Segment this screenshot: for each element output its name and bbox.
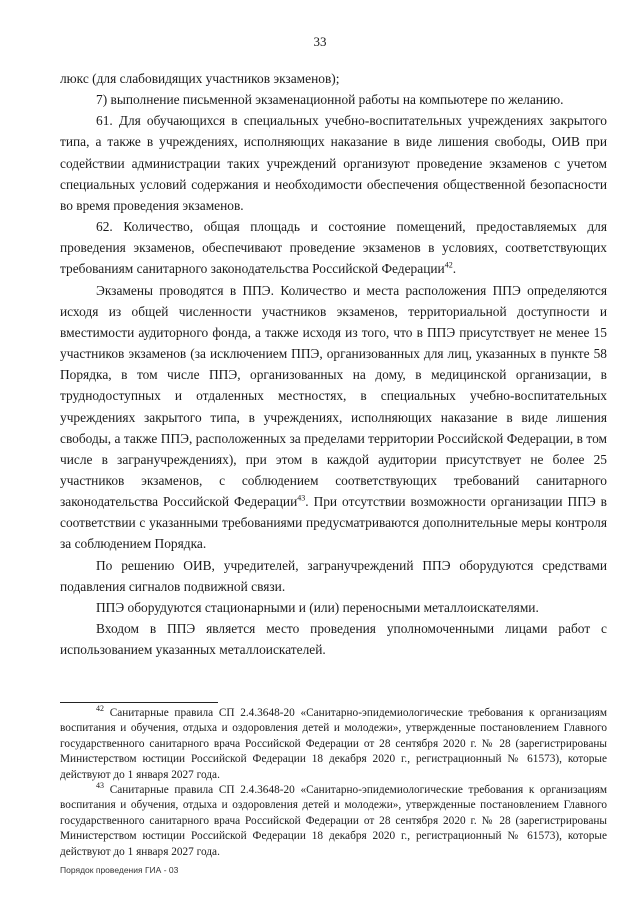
footnote-text: Санитарные правила СП 2.4.3648-20 «Санитарно-эпидемиологические требования к организациям воспитания и обучения, отдыха и оздоровления детей и молодежи», утвержденные постановлением Главного государственного санитарного врача Российской Федерации от 28 сентября 2020 г. № 28 (зарегистрированы Министерством юстиции Российской Федерации 18 декабря 2020 г., регистрационный № 61573), которые действуют до 1 января 2027 года. [60,784,607,858]
paragraph: 7) выполнение письменной экзаменационной работы на компьютере по желанию. [96,92,564,108]
paragraph: Экзамены проводятся в ППЭ. Количество и места расположения ППЭ определяются исходя из общей численности участников экзаменов, территориальной доступности и вместимости аудиторного фонда, а также исходя из того, что в ППЭ присутствует не менее 15 участников экзаменов (за исключением ППЭ, организованных для лиц, указанных в пункте 58 Порядка, в том числе ППЭ, организованных на дому, в медицинской организации, в труднодоступных и отдаленных местностях, в специальных учебно-воспитательных учреждениях закрытого типа, в учреждениях, исполняющих наказание в виде лишения свободы, а также ППЭ, расположенных за пределами территории Российской Федерации, в том числе в загранучреждениях), при этом в каждой аудитории присутствует не более 25 участников экзаменов, с соблюдением соответствующих требований санитарного законодательства Российской Федерации$^{43}$. При отсутствии возможности организации ППЭ в соответствии с указанными требованиями предусматриваются дополнительные меры контроля за соблюдением Порядка. [60,282,607,552]
paragraph-text: При отсутствии возможности организации ППЭ в соответствии с указанными требованиями предусматриваются дополнительные меры контроля за соблюдением Порядка. [60,494,607,552]
paragraph: Входом в ППЭ является место проведения уполномоченными лицами работ с использованием указанных металлоискателей. [60,621,607,658]
body-text [60,68,607,660]
footnote [60,706,607,783]
footnote-divider [60,702,218,703]
footnote-number: 42 [96,704,104,714]
footnote-ref: 42 [444,260,453,270]
paragraph: люкс (для слабовидящих участников экзаменов); [60,71,340,86]
paragraph: По решению ОИВ, учредителей, загранучреждений ППЭ оборудуются средствами подавления сигналов подвижной связи. [60,557,607,594]
footnote-text: Санитарные правила СП 2.4.3648-20 «Санитарно-эпидемиологические требования к организациям воспитания и обучения, отдыха и оздоровления детей и молодежи», утвержденные постановлением Главного государственного санитарного врача Российской Федерации от 28 сентября 2020 г. № 28 (зарегистрированы Министерством юстиции Российской Федерации 18 декабря 2020 г., регистрационный № 61573), которые действуют до 1 января 2027 года. [60,707,607,781]
footnotes [60,706,607,860]
paragraph-text: Экзамены проводятся в ППЭ. Количество и места расположения ППЭ определяются исходя из общей численности участников экзаменов, территориальной доступности и вместимости аудиторного фонда, а также исходя из того, что в ППЭ присутствует не менее 15 участников экзаменов (за исключением ППЭ, организованных для лиц, указанных в пункте 58 Порядка, в том числе ППЭ, организованных на дому, в медицинской организации, в труднодоступных и отдаленных местностях, в специальных учебно-воспитательных учреждениях закрытого типа, в учреждениях, исполняющих наказание в виде лишения свободы, а также ППЭ, расположенных за пределами территории Российской Федерации, в том числе в загранучреждениях), при этом в каждой аудитории присутствует не более 25 участников экзаменов, с соблюдением соответствующих требований санитарного законодательства Российской Федерации [60,282,607,510]
footnote-number: 43 [96,781,104,791]
page-number: 33 [313,34,327,49]
paragraph: ППЭ оборудуются стационарными и (или) переносными металлоискателями. [96,599,539,615]
paragraph: 62. Количество, общая площадь и состояние помещений, предоставляемых для проведения экзаменов, обеспечивают проведение экзаменов в условиях, соответствующих требованиям санитарного законодательства Российской Федерации$^{42}$. [60,219,607,277]
paragraph: 61. Для обучающихся в специальных учебно-воспитательных учреждениях закрытого типа, а также в учреждениях, исполняющих наказание в виде лишения свободы, ОИВ при содействии администрации таких учреждений организуют проведение экзаменов с учетом специальных условий содержания и необходимости обеспечения общественной безопасности во время проведения экзаменов. [60,113,607,213]
paragraph-text: 62. Количество, общая площадь и состояние помещений, предоставляемых для проведения экзаменов, обеспечивают проведение экзаменов в условиях, соответствующих требованиям санитарного законодательства Российской Федерации [60,219,607,277]
page-footer: Порядок проведения ГИА - 03 [60,865,179,875]
footnote-ref: 43 [297,493,306,503]
footnote [60,783,607,860]
